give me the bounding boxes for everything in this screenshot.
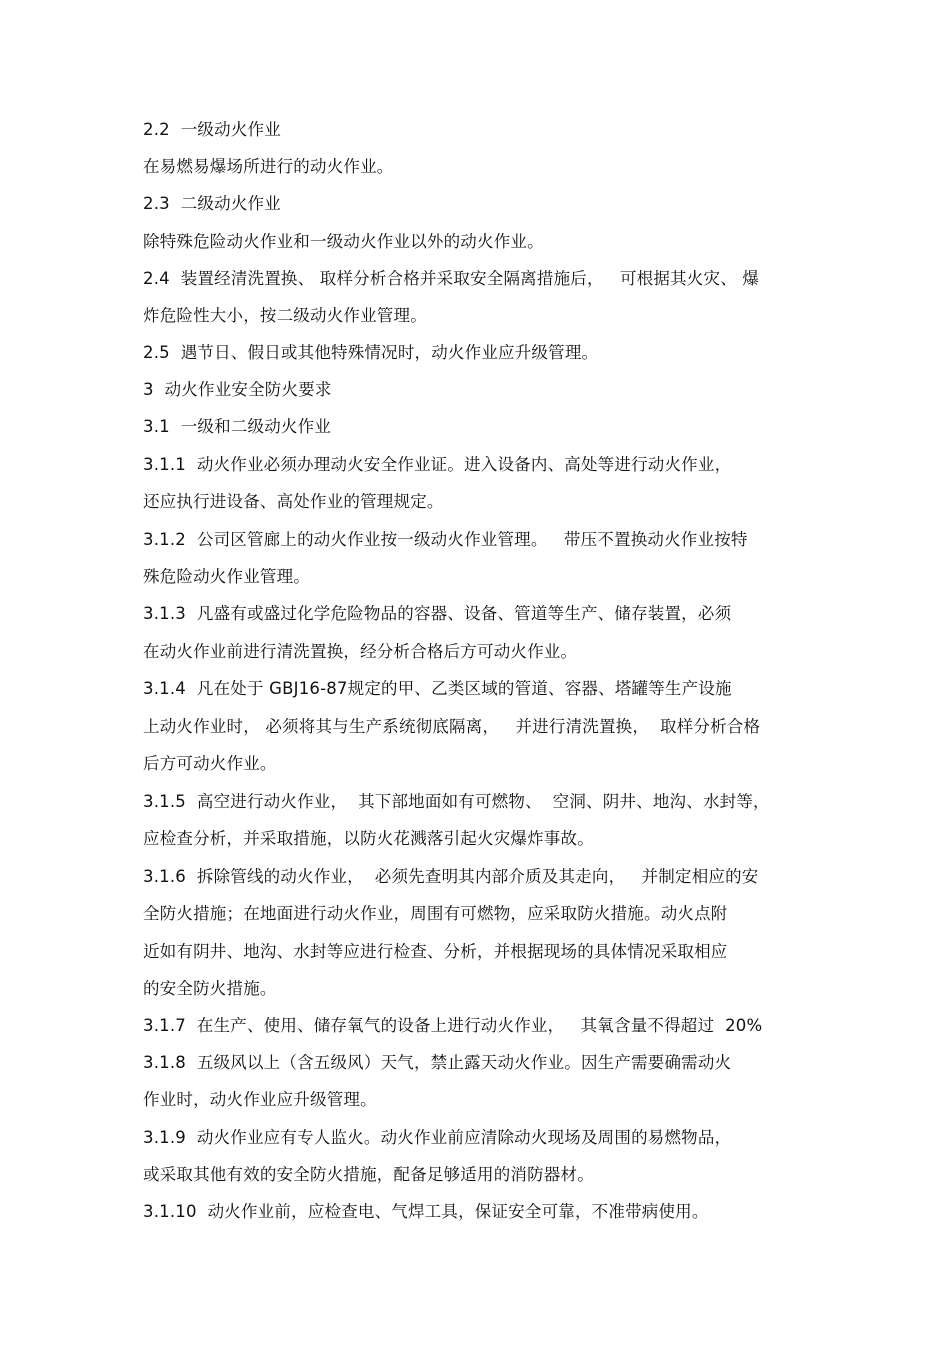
paragraph-3-1-6: 3.1.6 拆除管线的动火作业， 必须先查明其内部介质及其走向， 并制定相应的安 (143, 867, 759, 886)
paragraph-line: 作业时，动火作业应升级管理。 (143, 1090, 377, 1109)
paragraph-3-1-2: 3.1.2 公司区管廊上的动火作业按一级动火作业管理。 带压不置换动火作业按特 (143, 530, 748, 549)
paragraph-line: 还应执行进设备、高处作业的管理规定。 (143, 492, 444, 511)
paragraph-line: 全防火措施；在地面进行动火作业，周围有可燃物，应采取防火措施。动火点附 (143, 904, 728, 923)
section-heading-2-3: 2.3 二级动火作业 (143, 194, 281, 213)
section-heading-3: 3 动火作业安全防火要求 (143, 380, 332, 399)
paragraph-line: 炸危险性大小，按二级动火作业管理。 (143, 306, 427, 325)
paragraph-line: 或采取其他有效的安全防火措施，配备足够适用的消防器材。 (143, 1165, 594, 1184)
section-heading-3-1: 3.1 一级和二级动火作业 (143, 417, 332, 436)
paragraph-line: 在易燃易爆场所进行的动火作业。 (143, 157, 394, 176)
paragraph-3-1-9: 3.1.9 动火作业应有专人监火。动火作业前应清除动火现场及周围的易燃物品， (143, 1128, 732, 1147)
paragraph-2-5: 2.5 遇节日、假日或其他特殊情况时，动火作业应升级管理。 (143, 343, 599, 362)
paragraph-2-4: 2.4 装置经清洗置换、 取样分析合格并采取安全隔离措施后， 可根据其火灾、 爆 (143, 269, 760, 288)
paragraph-line: 殊危险动火作业管理。 (143, 567, 310, 586)
paragraph-3-1-3: 3.1.3 凡盛有或盛过化学危险物品的容器、设备、管道等生产、储存装置，必须 (143, 604, 732, 623)
paragraph-line: 在动火作业前进行清洗置换，经分析合格后方可动火作业。 (143, 642, 578, 661)
paragraph-3-1-4: 3.1.4 凡在处于 GBJ16-87规定的甲、乙类区域的管道、容器、塔罐等生产设施 (143, 679, 732, 698)
paragraph-line: 应检查分析，并采取措施，以防火花溅落引起火灾爆炸事故。 (143, 829, 594, 848)
paragraph-line: 上动火作业时， 必须将其与生产系统彻底隔离， 并进行清洗置换， 取样分析合格 (143, 717, 761, 736)
paragraph-3-1-7: 3.1.7 在生产、使用、储存氧气的设备上进行动火作业， 其氧含量不得超过 20% (143, 1016, 763, 1035)
paragraph-3-1-10: 3.1.10 动火作业前，应检查电、气焊工具，保证安全可靠，不准带病使用。 (143, 1202, 709, 1221)
paragraph-3-1-8: 3.1.8 五级风以上（含五级风）天气，禁止露天动火作业。因生产需要确需动火 (143, 1053, 732, 1072)
paragraph-line: 后方可动火作业。 (143, 754, 277, 773)
paragraph-3-1-1: 3.1.1 动火作业必须办理动火安全作业证。进入设备内、高处等进行动火作业， (143, 455, 732, 474)
paragraph-line: 除特殊危险动火作业和一级动火作业以外的动火作业。 (143, 232, 544, 251)
paragraph-line: 近如有阴井、地沟、水封等应进行检查、分析，并根据现场的具体情况采取相应 (143, 942, 728, 961)
paragraph-3-1-5: 3.1.5 高空进行动火作业， 其下部地面如有可燃物、 空洞、阴井、地沟、水封等， (143, 792, 770, 811)
section-heading-2-2: 2.2 一级动火作业 (143, 120, 281, 139)
paragraph-line: 的安全防火措施。 (143, 979, 277, 998)
